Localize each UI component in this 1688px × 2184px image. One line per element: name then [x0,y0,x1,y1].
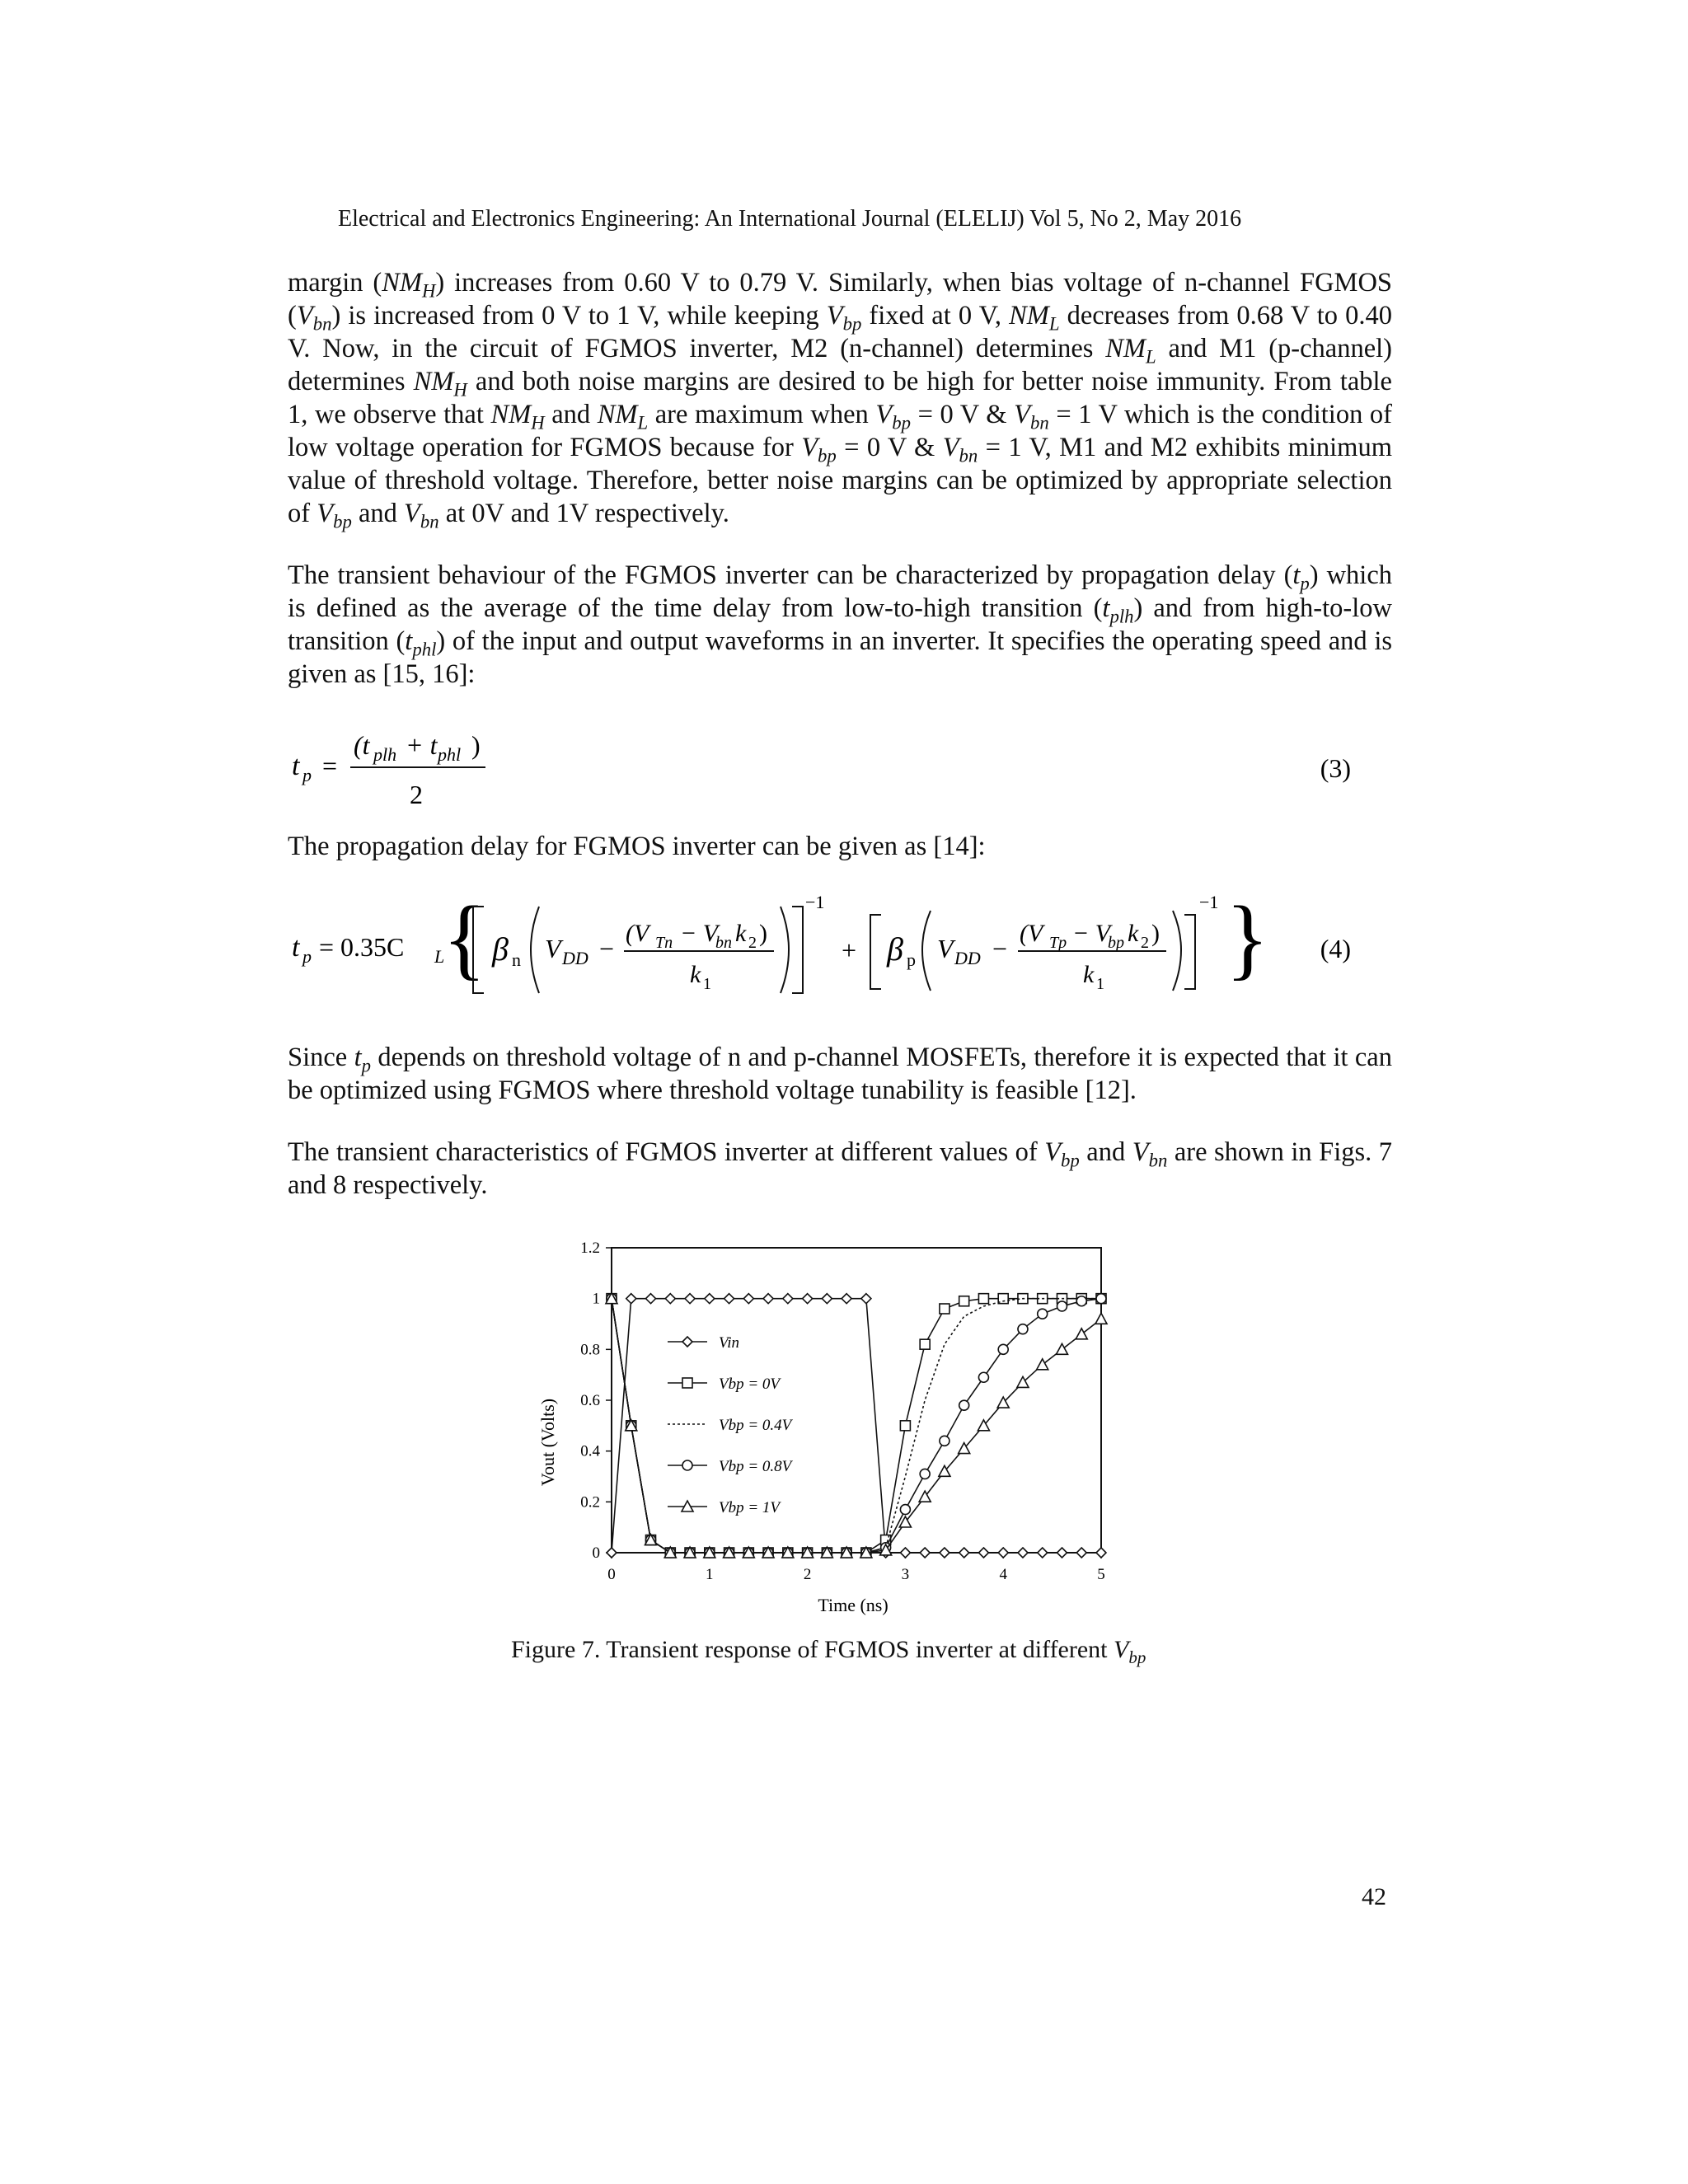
legend-item [668,1499,781,1516]
paragraph-propagation-delay [288,830,1392,863]
x-tick-label: 2 [803,1566,812,1583]
math-symbol: V [875,400,893,429]
eq4-bracket-2-open [870,915,881,989]
text-run: and M1 (p-channel) determines [288,334,1392,396]
eq4-frac-1-close: ) [759,920,767,947]
eq4-lhs-sub: p [302,946,312,967]
subscript: bp [818,445,837,466]
subscript: bp [842,313,862,335]
eq4-plus: + [842,935,857,965]
legend-label: Vin [719,1334,739,1352]
math-symbol: NM [1105,334,1146,363]
series-line [612,1299,1101,1553]
y-tick-label: 0.2 [580,1493,600,1511]
math-symbol: t [405,626,413,656]
data-point [842,1294,851,1304]
math-symbol: V [1044,1137,1062,1167]
math-symbol: t [1292,560,1301,590]
legend-item [668,1334,739,1352]
math-symbol: V [404,499,420,528]
y-tick-label: 1 [592,1290,600,1308]
text-run: ) which is defined as the average of the time delay from low-to-high transition ( [288,560,1392,623]
legend-marker [682,1378,692,1388]
subscript: bn [1029,412,1049,434]
eq4-vdd-2-sub: DD [954,948,981,968]
data-point [1056,1343,1067,1354]
y-axis-label: Vout (Volts) [537,1398,558,1487]
eq4-frac-2-den: k [1083,961,1095,988]
math-symbol: V [801,433,818,462]
data-point [1076,1329,1087,1339]
math-symbol: t [354,1043,362,1072]
eq4-minus-2: − [992,934,1008,963]
series-3 [607,1294,1106,1558]
data-point [803,1294,813,1304]
eq4-frac-1-num: (V [626,920,649,947]
eq4-beta-p-sub: p [907,949,916,970]
eq4-frac-2-sub2: bp [1108,934,1124,952]
page-number: 42 [1362,1883,1386,1910]
eq3-equals: = [322,751,338,780]
eq3-num-close: ) [471,730,481,760]
eq4-exp-2: −1 [1199,892,1219,912]
series-0 [607,1294,1106,1558]
data-point [626,1294,636,1304]
subscript: H [531,412,545,434]
eq4-frac-1-sub2: bn [715,934,732,952]
math-symbol: NM [382,268,422,298]
legend-label: Vbp = 0V [719,1376,781,1393]
math-symbol: V [296,301,313,330]
series-line [612,1299,1101,1553]
math-symbol: V [316,499,334,528]
subscript: plh [1109,606,1134,627]
eq4-paren-1-open [531,907,539,993]
x-tick-label: 1 [706,1566,714,1583]
legend-label: Vbp = 0.4V [719,1417,792,1434]
subscript: bn [959,445,978,466]
subscript: bp [1061,1150,1080,1171]
data-point [822,1294,832,1304]
eq4-frac-1-den-sub: 1 [703,975,711,993]
eq4-lhs: t [292,932,300,963]
eq4-vdd-1: V [545,934,561,963]
paragraph-since-tp [288,1041,1392,1107]
caption-var: V [1114,1636,1129,1663]
subscript: bn [312,313,332,335]
text-run: The transient characteristics of FGMOS inverter at different values of [288,1137,1045,1167]
math-symbol: V [826,301,843,330]
text-run: = 1 V, M1 and M2 exhibits minimum value of threshold voltage. Therefore, better noise margins can be optimized by appropriate selection of [288,433,1392,528]
subscript: H [453,379,467,401]
text-run: decreases from 0.68 V to 0.40 V. Now, in the circuit of FGMOS inverter, M2 (n-channel) determines [288,301,1392,363]
math-symbol: NM [490,400,532,429]
eq4-frac-1-sub1: Tn [655,934,673,952]
y-tick-label: 0 [592,1544,600,1562]
caption-text: Figure 7. Transient response of FGMOS inverter at different [511,1636,1114,1663]
eq3-lhs-sub: p [302,765,312,785]
data-point [900,1421,910,1431]
data-point [959,1296,969,1306]
data-point [978,1372,988,1382]
text-run: fixed at 0 V, [861,301,1010,330]
eq3-num-plus: + t [406,730,438,760]
data-point [1038,1548,1048,1558]
eq3-num-sub1: plh [373,744,397,765]
text-run: margin ( [288,268,382,298]
data-point [959,1400,969,1410]
eq4-bracket-2-close [1184,915,1195,989]
text-run: ) increases from 0.60 V to 0.79 V. Similarly, when bias voltage of n-channel FGMOS ( [288,268,1393,330]
data-point [998,1548,1008,1558]
eq3-denominator: 2 [410,780,423,809]
eq4-frac-2-den-sub: 1 [1096,975,1104,993]
subscript: bp [892,412,911,434]
transient-response-chart [528,1236,1121,1624]
data-point [1018,1324,1028,1334]
journal-header: Electrical and Electronics Engineering: An International Journal (ELELIJ) Vol 5, No 2, May 2016 [338,206,1242,232]
data-point [1057,1301,1067,1311]
eq4-bracket-1-close [792,907,803,993]
eq4-minus-1: − [599,934,615,963]
eq4-beta-n: β [492,930,509,968]
legend-item [668,1376,781,1393]
y-tick-label: 0.4 [580,1442,600,1460]
math-symbol: V [942,433,959,462]
y-tick-label: 1.2 [580,1240,600,1257]
eq4-frac-2-mid: − V [1072,920,1111,947]
eq4-paren-2-open [922,911,931,991]
data-point [900,1505,910,1515]
text-run: at 0V and 1V respectively. [438,499,729,528]
y-tick-label: 0.8 [580,1341,600,1359]
x-tick-label: 3 [901,1566,910,1583]
eq4-frac-1-k-sub: 2 [748,934,757,952]
eq3-lhs: t [292,751,300,781]
eq4-frac-1-mid: − V [680,920,719,947]
data-point [646,1294,656,1304]
series-line [612,1299,1101,1553]
data-point [940,1436,950,1446]
eq4-frac-2-sub1: Tp [1049,934,1067,952]
data-point [940,1548,950,1558]
text-run: ) is increased from 0 V to 1 V, while keeping [331,301,827,330]
eq4-equals: = 0.35C [319,932,405,962]
data-point [920,1548,930,1558]
legend-label: Vbp = 0.8V [719,1458,792,1475]
subscript: bn [420,511,439,532]
text-run: ) of the input and output waveforms in an inverter. It specifies the operating speed and is given as [15, 16]: [288,626,1392,689]
data-point [705,1294,715,1304]
eq4-paren-1-close [781,907,789,993]
text-run: The transient behaviour of the FGMOS inverter can be characterized by propagation delay ( [288,560,1293,590]
data-point [1076,1296,1086,1306]
x-axis-label: Time (ns) [818,1595,889,1615]
data-point [743,1294,753,1304]
text-run: = 1 V which is the condition of low voltage operation for FGMOS because for [288,400,1392,462]
y-tick-label: 0.6 [580,1392,600,1409]
data-point [920,1469,930,1479]
data-point [900,1548,910,1558]
legend-marker [682,1460,692,1470]
eq4-exp-1: −1 [805,892,825,912]
caption-var-sub: bp [1128,1647,1146,1667]
text-run: Since [288,1043,354,1072]
text-run: The propagation delay for FGMOS inverter can be given as [14]: [288,832,986,861]
legend-marker [682,1337,692,1347]
data-point [978,1548,988,1558]
data-point [1095,1313,1107,1324]
eq4-frac-2-k-sub: 2 [1141,934,1149,952]
paragraph-transient-behaviour [288,559,1392,691]
eq3-number: (3) [1320,753,1351,783]
eq4-number: (4) [1320,934,1351,963]
data-point [998,1344,1008,1354]
data-point [763,1294,773,1304]
math-symbol: V [1014,400,1030,429]
equation-3 [288,721,1392,812]
eq4-cl-sub: L [434,946,445,967]
eq4-frac-2-num: (V [1020,920,1043,947]
eq4-beta-n-sub: n [512,949,521,970]
data-point [1096,1548,1106,1558]
series-4 [606,1293,1107,1558]
text-run: are shown in Figs. 7 and 8 respectively. [288,1137,1392,1200]
eq4-frac-1-k: k [735,920,747,947]
text-run: are maximum when [648,400,876,429]
math-symbol: V [1132,1137,1149,1167]
series-line [612,1299,1101,1553]
math-symbol: NM [1009,301,1049,330]
data-point [1076,1548,1086,1558]
data-point [1038,1309,1048,1319]
legend-item [668,1417,794,1434]
subscript: bp [333,511,352,532]
data-point [1057,1548,1067,1558]
eq4-frac-2-k: k [1128,920,1139,947]
data-point [783,1294,793,1304]
text-run: and [1079,1137,1132,1167]
text-run: and both noise margins are desired to be high for better noise immunity. From table 1, we observe that [288,367,1392,429]
subscript: p [1300,573,1310,594]
eq4-beta-p: β [887,930,903,968]
eq4-right-brace: } [1226,890,1269,988]
series-2 [612,1299,1101,1553]
series-1 [607,1294,1106,1558]
data-point [920,1339,930,1349]
eq3-num-open: (t [354,730,370,760]
paragraph-transient-characteristics [288,1136,1392,1202]
equation-4 [288,890,1392,1014]
legend-item [668,1458,794,1475]
math-symbol: t [1102,593,1110,623]
text-run: = 0 V & [836,433,943,462]
figure-caption [511,1636,1253,1667]
math-symbol: NM [413,367,454,396]
data-point [1096,1294,1106,1304]
subscript: phl [412,639,437,660]
data-point [978,1294,988,1304]
data-point [940,1304,950,1314]
text-run: depends on threshold voltage of n and p-channel MOSFETs, therefore it is expected that it can be optimized using FGMOS where threshold voltage tunability is feasible [12]. [288,1043,1392,1105]
subscript: L [1048,313,1060,335]
legend-label: Vbp = 1V [719,1499,781,1516]
text-run: and [351,499,404,528]
series-line [612,1299,1101,1553]
text-run: ) and from high-to-low transition ( [288,593,1392,656]
eq4-vdd-1-sub: DD [562,948,588,968]
data-point [665,1294,675,1304]
data-point [959,1548,969,1558]
subscript: H [421,280,436,302]
eq4-frac-2-close: ) [1151,920,1160,947]
data-point [724,1294,734,1304]
paragraph-noise-margin [288,266,1392,530]
data-point [685,1294,695,1304]
x-tick-label: 4 [999,1566,1007,1583]
subscript: bn [1148,1150,1168,1171]
x-tick-label: 0 [607,1566,616,1583]
subscript: p [361,1055,371,1076]
data-point [861,1294,871,1304]
eq4-vdd-2: V [937,934,954,963]
eq3-num-sub2: phl [438,744,462,765]
data-point [1037,1359,1048,1370]
data-point [607,1548,617,1558]
subscript: L [1145,346,1156,368]
data-point [1018,1548,1028,1558]
subscript: L [637,412,649,434]
text-run: = 0 V & [911,400,1015,429]
x-tick-label: 5 [1097,1566,1105,1583]
eq4-frac-1-den: k [690,961,701,988]
eq4-paren-2-close [1173,911,1181,991]
text-run: and [544,400,598,429]
math-symbol: NM [597,400,638,429]
eq4-left-brace: { [443,890,486,988]
